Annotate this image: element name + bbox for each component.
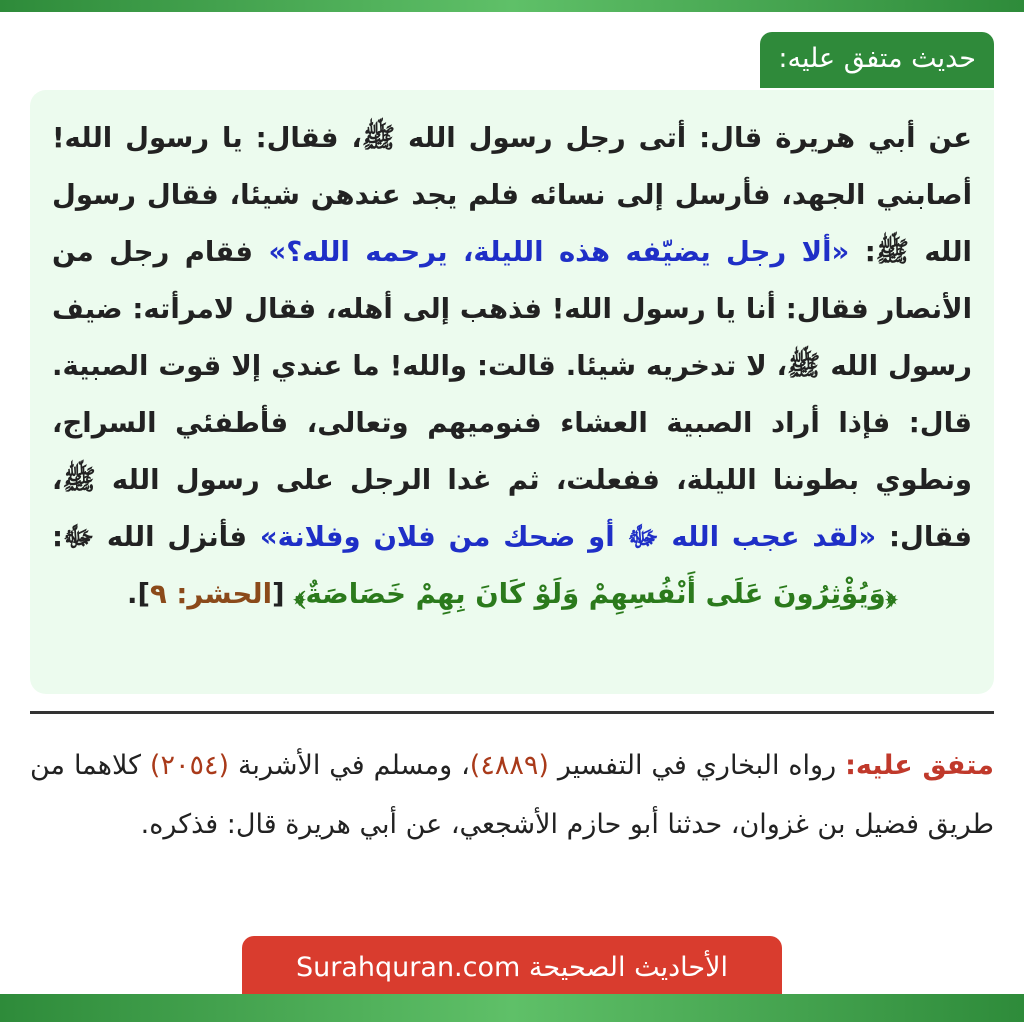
top-accent-bar	[0, 0, 1024, 12]
hadith-narration: عن أبي هريرة قال: أتى رجل رسول الله ﷺ، فقال: يا رسول الله! أصابني الجهد، فأرسل إلى نسائه فلم يجد عندهن شيئا، فقال رسول الله ﷺ:	[52, 122, 972, 268]
bottom-accent-bar	[0, 994, 1024, 1022]
site-badge[interactable]: الأحاديث الصحيحة Surahquran.com	[242, 936, 782, 996]
prophet-quote-2: «لقد عجب الله ﷻ أو ضحك من فلان وفلانة»	[259, 521, 877, 553]
hadith-narration-2: فقام رجل من الأنصار فقال: أنا يا رسول الله! فذهب إلى أهله، فقال لامرأته: ضيف رسول الله ﷺ، لا تدخريه شيئا. قالت: والله! ما عندي إلا قوت الصبية. قال: فإذا أراد الصبية العشاء فنوميهم وتعالى، فأطفئي السراج، ونطوي بطوننا الليلة، ففعلت، ثم غدا الرجل على رسول الله ﷺ، فقال:	[52, 236, 972, 553]
quran-verse: ﴿وَيُؤْثِرُونَ عَلَى أَنْفُسِهِمْ وَلَوْ كَانَ بِهِمْ خَصَاصَةٌ﴾	[294, 578, 897, 610]
muslim-number: (٢٠٥٤)	[149, 750, 230, 781]
hadith-type-label: حديث متفق عليه:	[760, 32, 994, 88]
ref-close: ].	[127, 578, 151, 610]
hadith-text-box	[30, 90, 994, 694]
source-part-2: ، ومسلم في الأشربة	[229, 750, 470, 781]
source-heading: متفق عليه:	[845, 750, 994, 781]
source-text	[30, 736, 994, 854]
source-part-3: كلاهما من طريق فضيل بن غزوان، حدثنا أبو حازم الأشجعي، عن أبي هريرة قال: فذكره.	[30, 750, 994, 840]
bukhari-number: (٤٨٨٩)	[469, 750, 549, 781]
source-part-1: رواه البخاري في التفسير	[548, 750, 846, 781]
hadith-narration-3: فأنزل الله ﷻ:	[52, 521, 260, 553]
ref-open: [	[272, 578, 295, 610]
verse-reference: الحشر: ٩	[150, 578, 273, 610]
divider	[30, 711, 994, 714]
prophet-quote-1: «ألا رجل يضيّفه هذه الليلة، يرحمه الله؟»	[268, 236, 850, 268]
